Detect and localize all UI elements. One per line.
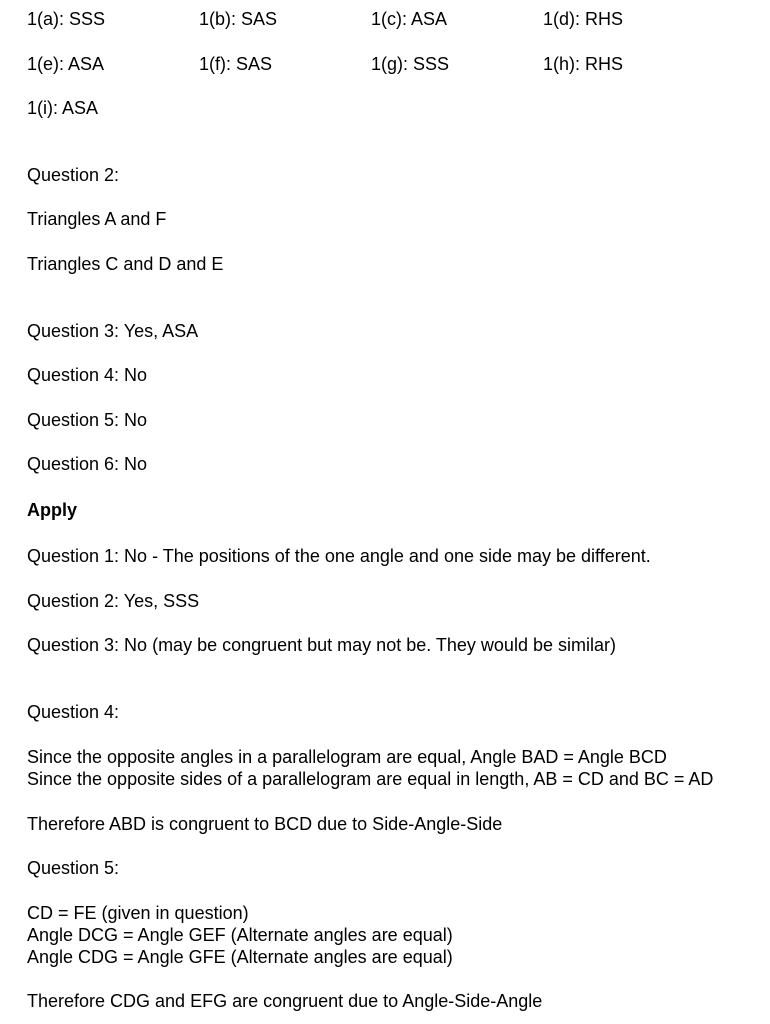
question-2-line: Triangles A and F <box>27 209 167 229</box>
answer-1c: 1(c): ASA <box>371 9 448 29</box>
answer-1a: 1(a): SSS <box>27 9 106 29</box>
apply-question-5-line: CD = FE (given in question) <box>27 903 249 923</box>
answer-1f: 1(f): SAS <box>199 54 273 74</box>
answer-1i: 1(i): ASA <box>27 98 99 118</box>
apply-question-4-conclusion: Therefore ABD is congruent to BCD due to Side-Angle-Side <box>27 814 503 834</box>
question-6-answer: Question 6: No <box>27 454 148 474</box>
answer-1b: 1(b): SAS <box>199 9 278 29</box>
apply-question-5-heading: Question 5: <box>27 858 120 878</box>
apply-question-5-conclusion: Therefore CDG and EFG are congruent due to Angle-Side-Angle <box>27 991 543 1011</box>
apply-question-5-line: Angle DCG = Angle GEF (Alternate angles are equal) <box>27 925 453 945</box>
apply-heading: Apply <box>27 500 78 520</box>
apply-question-4-heading: Question 4: <box>27 702 120 722</box>
question-5-answer: Question 5: No <box>27 410 148 430</box>
apply-question-4-line: Since the opposite angles in a parallelogram are equal, Angle BAD = Angle BCD <box>27 747 667 767</box>
question-2-heading: Question 2: <box>27 165 120 185</box>
question-3-answer: Question 3: Yes, ASA <box>27 321 199 341</box>
apply-question-5-line: Angle CDG = Angle GFE (Alternate angles are equal) <box>27 947 453 967</box>
apply-question-3: Question 3: No (may be congruent but may not be. They would be similar) <box>27 635 616 655</box>
apply-question-4-line: Since the opposite sides of a parallelogram are equal in length, AB = CD and BC = AD <box>27 769 714 789</box>
answer-1g: 1(g): SSS <box>371 54 450 74</box>
answer-1h: 1(h): RHS <box>543 54 624 74</box>
apply-question-1: Question 1: No - The positions of the one angle and one side may be different. <box>27 546 651 566</box>
answer-1d: 1(d): RHS <box>543 9 624 29</box>
question-2-line: Triangles C and D and E <box>27 254 224 274</box>
apply-question-2: Question 2: Yes, SSS <box>27 591 200 611</box>
question-4-answer: Question 4: No <box>27 365 148 385</box>
answer-1e: 1(e): ASA <box>27 54 105 74</box>
